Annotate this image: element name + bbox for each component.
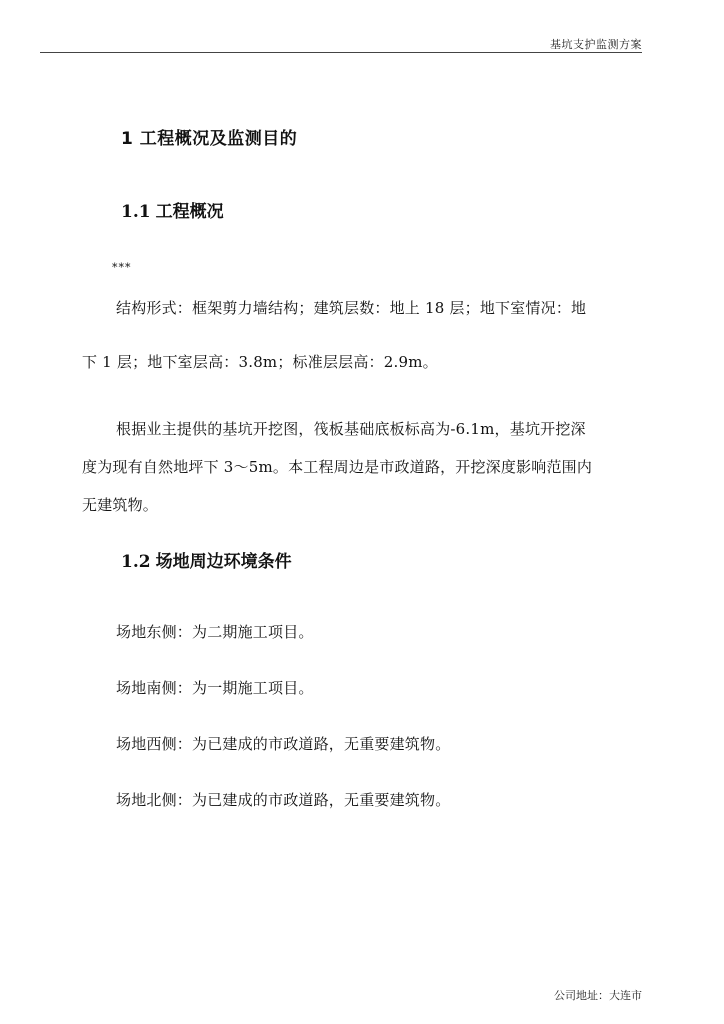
section-1-2-number: 1.2 <box>121 552 151 572</box>
section-1-1-title: 工程概况 <box>155 202 224 222</box>
section-1-2-title: 场地周边环境条件 <box>155 552 292 572</box>
header-title: 基坑支护监测方案 <box>550 38 642 51</box>
environment-item-south: 场地南侧：为一期施工项目。 <box>116 679 314 697</box>
environment-item-west: 场地西侧：为已建成的市政道路，无重要建筑物。 <box>116 735 451 753</box>
section-1-1-number: 1.1 <box>121 202 151 222</box>
para2-line2: 度为现有自然地坪下 3～5m。本工程周边是市政道路，开挖深度影响范围内 <box>82 458 593 476</box>
environment-item-east: 场地东侧：为二期施工项目。 <box>116 623 314 641</box>
para2-line1: 根据业主提供的基坑开挖图，筏板基础底板标高为-6.1m，基坑开挖深 <box>116 420 586 438</box>
para1-line1: 结构形式：框架剪力墙结构；建筑层数：地上 18 层；地下室情况：地 <box>116 299 587 317</box>
page-footer: 公司地址：大连市 <box>554 989 642 1002</box>
section-1-1-heading <box>121 197 224 222</box>
section-1-heading: 1 工程概况及监测目的 <box>121 129 298 149</box>
para1-line2: 下 1 层；地下室层高：3.8m；标准层层高：2.9m。 <box>82 353 438 371</box>
project-name-placeholder: *** <box>112 261 132 274</box>
para2-line3: 无建筑物。 <box>82 496 159 514</box>
environment-item-north: 场地北侧：为已建成的市政道路，无重要建筑物。 <box>116 791 451 809</box>
page-header <box>40 28 642 53</box>
section-1-2-heading <box>121 547 292 572</box>
